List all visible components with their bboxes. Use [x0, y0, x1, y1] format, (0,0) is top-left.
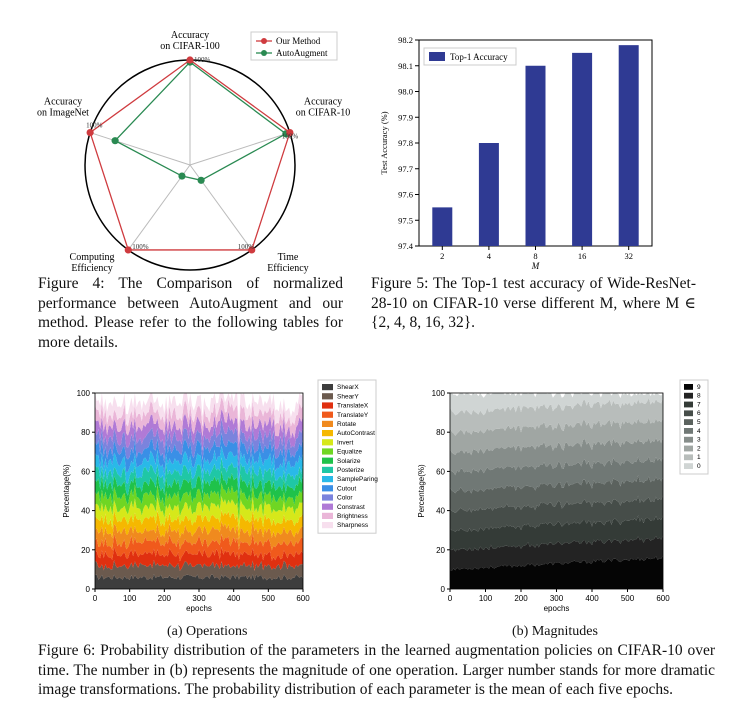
- x-tick-label: 0: [92, 594, 98, 603]
- legend-entry: 0: [697, 463, 701, 470]
- legend-swatch: [684, 393, 693, 399]
- figure6b-magnitudes-chart: [400, 378, 720, 618]
- legend-swatch: [322, 513, 333, 519]
- legend-entry: SampleParing: [337, 476, 378, 484]
- y-tick-label: 97.6: [398, 189, 413, 200]
- legend-swatch: [684, 410, 693, 416]
- y-axis-label: Percentage(%): [62, 464, 71, 518]
- legend-swatch: [322, 504, 333, 510]
- bar: [479, 143, 499, 246]
- legend-swatch: [322, 494, 333, 500]
- radar-axis-label: Accuracy: [43, 96, 83, 108]
- radar-point: [186, 56, 193, 63]
- radar-tick-label: 100%: [86, 121, 103, 130]
- radar-point: [178, 172, 185, 179]
- legend-swatch: [322, 393, 333, 399]
- legend-entry: AutoContrast: [337, 430, 375, 438]
- x-tick-label: 500: [620, 594, 635, 603]
- legend-entry: 1: [697, 454, 701, 462]
- bar: [619, 45, 639, 246]
- y-tick-label: 40: [436, 506, 445, 516]
- legend-swatch: [684, 437, 693, 443]
- legend-entry: Equalize: [337, 448, 362, 456]
- radar-axis-label: Time: [277, 252, 299, 264]
- figure4-radar-chart: [37, 20, 370, 275]
- legend-entry: Brightness: [337, 513, 368, 520]
- radar-point: [125, 246, 132, 253]
- legend-swatch: [684, 384, 693, 390]
- legend-swatch: [322, 485, 333, 491]
- legend-entry: TranslateX: [337, 402, 369, 410]
- y-tick-label: 60: [81, 467, 90, 477]
- y-tick-label: 60: [436, 467, 445, 477]
- legend-swatch: [684, 454, 693, 460]
- legend-swatch: [322, 430, 333, 436]
- x-tick-label: 2: [440, 251, 445, 261]
- x-tick-label: 100: [122, 594, 137, 603]
- x-tick-label: 400: [585, 594, 599, 603]
- x-tick-label: 500: [261, 594, 276, 603]
- legend-entry: TranslateY: [337, 411, 369, 419]
- legend-entry: 2: [697, 445, 701, 453]
- x-tick-label: 300: [549, 594, 564, 603]
- legend-swatch: [322, 412, 333, 418]
- legend-swatch: [684, 428, 693, 434]
- legend-entry: Color: [337, 494, 353, 502]
- legend-swatch: [322, 402, 333, 408]
- legend-entry: Constrast: [337, 503, 365, 511]
- legend-entry: 8: [697, 392, 701, 400]
- radar-point: [87, 129, 94, 136]
- legend-swatch: [322, 439, 333, 445]
- bar: [432, 207, 452, 246]
- legend-entry: Solarize: [337, 457, 361, 465]
- figure6a-subcaption: (a) Operations: [167, 624, 248, 639]
- radar-spoke: [90, 133, 190, 165]
- legend-swatch: [322, 384, 333, 390]
- legend-entry: Posterize: [337, 467, 365, 474]
- y-tick-label: 97.7: [398, 163, 413, 174]
- legend-swatch: [684, 419, 693, 425]
- figure5-caption: Figure 5: The Top-1 test accuracy of Wide-ResNet-28-10 on CIFAR-10 verse different M, where M ∈ {2, 4, 8, 16, 32}.: [371, 275, 696, 331]
- y-tick-label: 80: [436, 428, 445, 438]
- y-tick-label: 20: [81, 545, 90, 555]
- radar-point: [198, 177, 205, 184]
- legend-entry: 9: [697, 383, 701, 391]
- y-tick-label: 97.4: [398, 241, 413, 251]
- radar-tick-label: 100%: [132, 242, 149, 251]
- radar-axis-label: on CIFAR-100: [160, 41, 220, 52]
- legend-swatch: [684, 402, 693, 408]
- x-tick-label: 200: [157, 594, 172, 603]
- radar-spoke: [190, 133, 290, 165]
- x-tick-label: 16: [577, 251, 587, 261]
- radar-series-line: [115, 62, 286, 180]
- x-tick-label: 600: [656, 594, 670, 603]
- figure4-caption: Figure 4: The Comparison of normalized performance between AutoAugment and our method. Please refer to the following tables for more details.: [38, 275, 343, 351]
- legend-swatch: [429, 52, 445, 61]
- figure6-caption: Figure 6: Probability distribution of the parameters in the learned augmentation policies on CIFAR-10 over time. The number in (b) represents the magnitude of one operation. Larger number stands for more dramatic image transformations. The probability distribution of each parameter is the mean of each five epochs.: [38, 642, 715, 698]
- x-tick-label: 8: [533, 251, 538, 261]
- y-tick-label: 98.0: [398, 86, 413, 97]
- bar: [572, 53, 592, 246]
- legend-entry: Cutout: [337, 485, 357, 493]
- radar-point: [112, 137, 119, 144]
- x-tick-label: 100: [478, 594, 493, 603]
- radar-axis-label: on CIFAR-10: [295, 107, 351, 119]
- x-axis-label: M: [531, 261, 540, 271]
- radar-axis-label: Accuracy: [170, 30, 210, 41]
- x-tick-label: 4: [486, 251, 492, 261]
- radar-axis-label: Accuracy: [303, 96, 343, 108]
- radar-axis-label: on ImageNet: [37, 107, 89, 119]
- legend-swatch: [322, 421, 333, 427]
- y-tick-label: 98.2: [398, 35, 413, 45]
- legend-entry: ShearY: [337, 393, 359, 401]
- y-axis-label: Test Accuracy (%): [379, 111, 389, 175]
- x-tick-label: 0: [447, 594, 453, 603]
- y-tick-label: 100: [431, 389, 445, 398]
- y-tick-label: 0: [440, 585, 445, 594]
- legend-entry: 4: [697, 427, 701, 435]
- legend-swatch: [322, 522, 333, 528]
- y-tick-label: 40: [81, 506, 90, 516]
- figure6b-subcaption: (b) Magnitudes: [512, 624, 598, 639]
- legend-entry: 6: [697, 410, 701, 418]
- legend-swatch: [684, 463, 693, 469]
- legend-swatch-marker: [261, 50, 267, 56]
- y-tick-label: 98.1: [398, 60, 413, 71]
- legend-swatch: [322, 458, 333, 464]
- legend-entry: 3: [697, 436, 701, 444]
- x-tick-label: 300: [192, 594, 206, 603]
- bar: [526, 66, 546, 246]
- legend-entry: Sharpness: [337, 522, 369, 530]
- x-tick-label: 32: [624, 251, 633, 261]
- legend-swatch: [322, 448, 333, 454]
- figure6a-operations-chart: [50, 378, 380, 618]
- legend-swatch: [684, 446, 693, 452]
- x-tick-label: 600: [296, 594, 310, 603]
- radar-tick-label: 100%: [194, 56, 211, 64]
- radar-axis-label: Efficiency: [71, 263, 113, 275]
- legend-entry: 7: [697, 401, 701, 409]
- x-axis-label: epochs: [186, 604, 212, 613]
- legend-entry: Our Method: [276, 36, 321, 46]
- radar-tick-label: 100%: [237, 242, 255, 251]
- legend-entry: ShearX: [337, 384, 359, 392]
- figure5-bar-chart: [375, 32, 665, 277]
- legend-entry: Rotate: [337, 421, 357, 428]
- y-tick-label: 80: [81, 428, 90, 438]
- legend-entry: AutoAugment: [276, 48, 328, 58]
- x-axis-label: epochs: [543, 604, 570, 613]
- y-axis-label: Percentage(%): [417, 464, 426, 518]
- y-tick-label: 100: [76, 389, 90, 398]
- radar-axis-label: Efficiency: [267, 263, 309, 275]
- y-tick-label: 20: [436, 545, 445, 555]
- radar-tick-label: 100%: [281, 132, 299, 141]
- radar-axis-label: Computing: [69, 252, 115, 264]
- y-tick-label: 97.9: [398, 112, 413, 123]
- legend-entry: 5: [697, 419, 701, 426]
- x-tick-label: 400: [226, 594, 241, 603]
- legend-entry: Top-1 Accuracy: [450, 52, 508, 62]
- legend-swatch-marker: [261, 38, 267, 44]
- y-tick-label: 0: [85, 585, 90, 594]
- x-tick-label: 200: [514, 594, 528, 603]
- legend-swatch: [322, 467, 333, 473]
- y-tick-label: 97.8: [398, 138, 413, 148]
- legend-swatch: [322, 476, 333, 482]
- legend-entry: Invert: [337, 439, 354, 447]
- y-tick-label: 97.5: [398, 215, 413, 226]
